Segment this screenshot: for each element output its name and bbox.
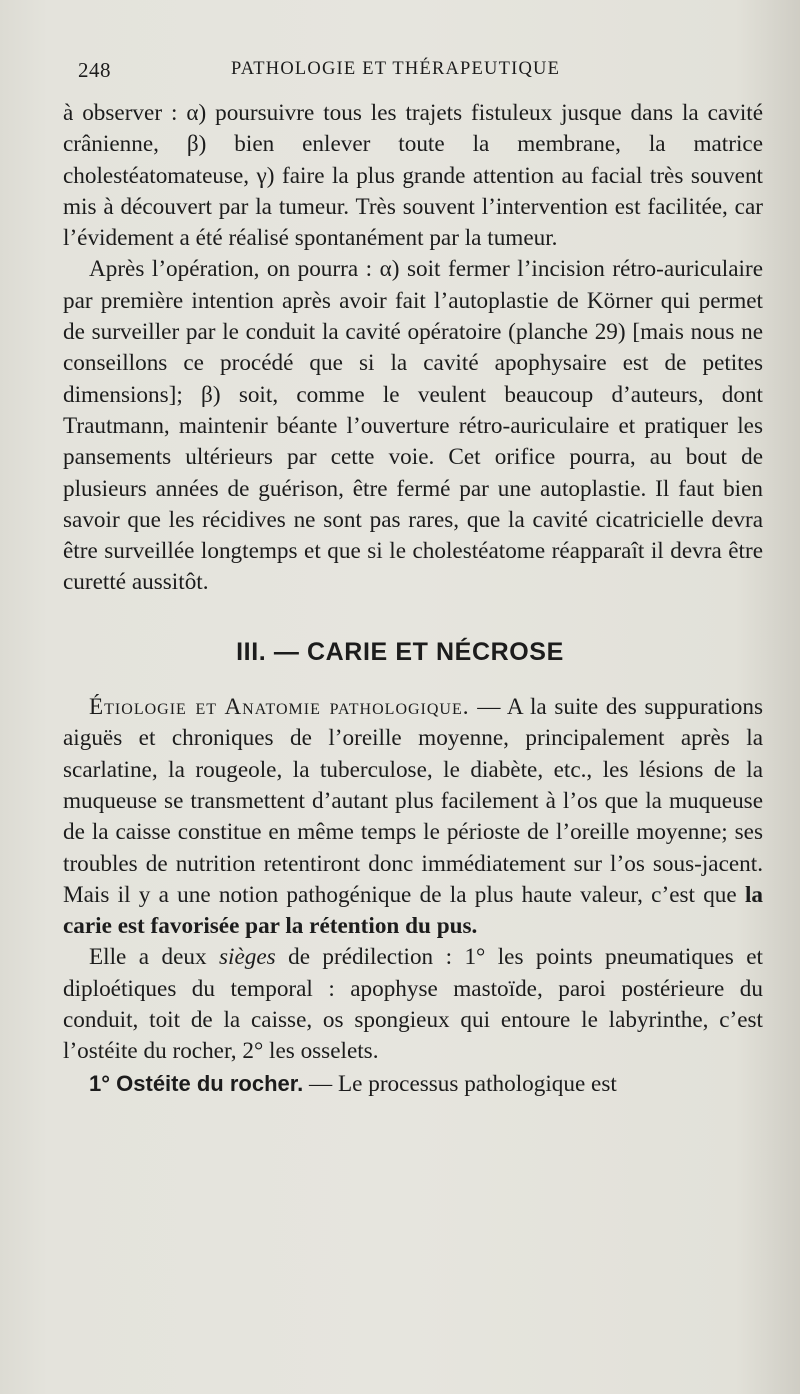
page-number: 248 bbox=[78, 58, 111, 82]
paragraph-osteitis bbox=[63, 1068, 763, 1100]
page-header bbox=[78, 58, 760, 88]
etiology-text: — A la suite des suppurations aiguës et chroniques de l’oreille moyenne, principalement après la scarlatine, la rougeole, la tuberculose, le diabète, etc., les lésions de la muqueuse se transmettent d’autant plus facilement à l’os que la muqueuse de la caisse constitue en même temps le périoste de l’oreille moyenne; ses troubles de nutrition retentiront donc immédiatement sur l’os sous-jacent. Mais il y a une notion pathogénique de la plus haute valeur, c’est que bbox=[63, 694, 763, 908]
osteitis-text: — Le processus pathologique est bbox=[303, 1070, 617, 1097]
etiology-heading: Étiologie et Anatomie pathologique. bbox=[89, 694, 470, 721]
paragraph-operation: Après l’opération, on pourra : α) soit fermer l’incision rétro-auriculaire par première intention après avoir fait l’autoplastie de Körner qui permet de surveiller par le conduit la cavité opératoire (planche 29) [mais nous ne conseillons ce procédé que si la cavité apophysaire est de petites dimensions]; β) soit, comme le veulent beaucoup d’auteurs, dont Trautmann, maintenir béante l’ouverture rétro-auriculaire et pratiquer les pansements ultérieurs par cette voie. Cet orifice pourra, au bout de plusieurs années de guérison, être fermé par une autoplastie. Il faut bien savoir que les récidives ne sont pas rares, que la cavité cicatricielle devra être surveillée longtemps et que si le cholestéatome réapparaît il devra être curetté aussitôt. bbox=[63, 256, 763, 596]
sites-italic: sièges bbox=[219, 944, 276, 971]
section-title: III. — CARIE ET NÉCROSE bbox=[236, 637, 564, 666]
sites-text-rest: de prédilection : 1° les points pneumatiques et diploétiques du temporal : apophyse mastoïde, paroi postérieure du conduit, toit de la caisse, os spongieux qui entoure le labyrinthe, c’est l’ostéite du rocher, 2° les osselets. bbox=[63, 944, 763, 1065]
paragraph-continued: à observer : α) poursuivre tous les trajets fistuleux jusque dans la cavité crânienne, β) bien enlever toute la membrane, la matrice cholestéatomateuse, γ) faire la plus grande attention au facial très souvent mis à découvert par la tumeur. Très souvent l’intervention est facilitée, car l’évidement a été réalisé spontanément par la tumeur. bbox=[63, 100, 763, 252]
running-title: PATHOLOGIE ET THÉRAPEUTIQUE bbox=[231, 59, 561, 79]
paragraph-sites bbox=[63, 942, 763, 1067]
paragraph-etiology bbox=[63, 692, 763, 942]
page-body bbox=[63, 98, 763, 1100]
etiology-emphasis: la carie est favorisée par la rétention du pus. bbox=[63, 881, 763, 940]
osteitis-heading: 1° Ostéite du rocher. bbox=[89, 1070, 304, 1096]
sites-text-start: Elle a deux bbox=[89, 944, 219, 971]
